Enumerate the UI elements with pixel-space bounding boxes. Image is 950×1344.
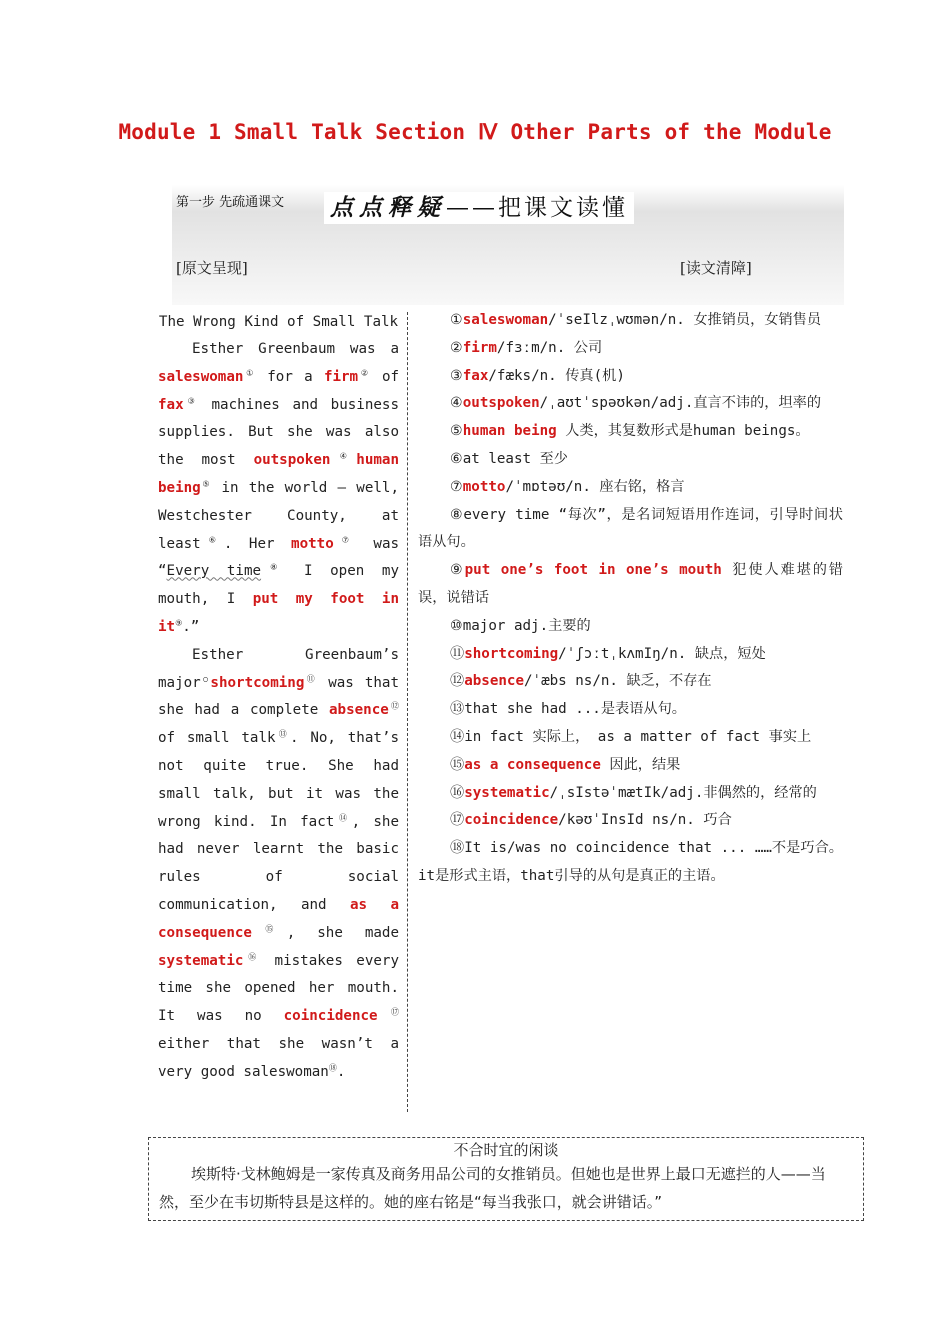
story-paragraph-1 [158, 336, 399, 642]
text-run: ⑱It is/was no coincidence that ... ……不是巧合。it是形式主语，that引导的从句是真正的主语。 [418, 840, 843, 884]
text-run: /ˈseIlzˌwʊmən/n. 女推销员，女销售员 [548, 312, 822, 328]
highlighted-term: fax [462, 367, 489, 384]
text-run: ⑩major adj.主要的 [450, 617, 591, 634]
text-run: mistakes every time she opened her mouth. It was no [158, 952, 400, 1025]
note-marker: ① [243, 368, 257, 378]
text-run: ⑯ [450, 784, 465, 801]
note-marker: ⑨ [175, 618, 183, 628]
text-run: , she had never learnt the basic rules of social communication, and [158, 813, 399, 913]
note-marker: ⑰ [377, 1007, 399, 1017]
text-run: ⑧every time “每次”，是名词短语用作连词，引导时间状语从句。 [418, 506, 843, 551]
note-marker: ⑮ [251, 924, 287, 933]
note-item [418, 696, 843, 724]
highlighted-term: coincidence [283, 1008, 378, 1025]
note-marker: ○ [200, 673, 211, 683]
text-run: /ˌsIstəˈmætIk/adj.非偶然的，经常的 [549, 784, 817, 801]
note-item [418, 502, 843, 558]
text-run: of [370, 368, 400, 385]
text-run: . No, that’s not quite true. She had small talk, but it was the wrong kind. In fact [158, 730, 399, 830]
note-marker: ⑦ [333, 534, 357, 544]
story-paragraph-2 [158, 642, 399, 1087]
text-run: was “ [158, 535, 400, 580]
text-run: . [336, 1063, 346, 1080]
text-run: ① [450, 312, 463, 328]
highlighted-term: human being [462, 423, 557, 440]
text-run: ⑰ [450, 812, 465, 829]
original-text-column [158, 308, 399, 1087]
note-item [418, 390, 843, 418]
highlighted-term: saleswoman [158, 368, 244, 385]
text-run: /ˈæbs ns/n. 缺乏，不存在 [524, 673, 712, 690]
text-run: in the world — well, Westchester County, at least [158, 479, 400, 552]
banner-heading-bold: 点点释疑 [330, 194, 446, 221]
note-item [418, 557, 843, 613]
text-run: /ˈmɒtəʊ/n. 座右铭，格言 [505, 478, 685, 495]
note-marker: ⑧ [261, 562, 287, 572]
note-item [418, 474, 843, 502]
note-marker: ⑥ [200, 534, 224, 544]
text-run: ⑪ [450, 645, 465, 662]
original-text-label: [原文呈现] [176, 259, 248, 277]
text-run: for a [256, 368, 324, 385]
text-run: ⑭in fact 实际上， as a matter of fact 事实上 [450, 728, 812, 745]
highlighted-term: put one’s foot in one’s mouth [464, 562, 722, 579]
highlighted-term: outspoken [462, 395, 540, 412]
highlighted-term: systematic [158, 952, 244, 969]
note-marker: ⑱ [328, 1062, 337, 1072]
text-run: /ˈʃɔːtˌkʌmIŋ/n. 缺点，短处 [558, 645, 766, 662]
text-run: of small talk [158, 730, 276, 747]
highlighted-term: outspoken [253, 452, 331, 469]
highlighted-term: as a consequence [158, 896, 399, 941]
text-run: I open my mouth, I [158, 563, 400, 608]
text-run: . Her [223, 535, 292, 552]
story-body [158, 336, 399, 1087]
text-run: was that she had a complete [158, 674, 399, 719]
highlighted-term: motto [291, 535, 334, 552]
note-item [418, 641, 843, 669]
note-item [418, 335, 843, 363]
note-item [418, 446, 843, 474]
text-run: ⑫ [450, 673, 465, 690]
highlighted-term: shortcoming [210, 674, 305, 691]
highlighted-term: shortcoming [464, 645, 559, 662]
text-run: Every time [166, 563, 262, 580]
banner-heading-rest: ——把课文读懂 [446, 195, 628, 221]
highlighted-term: as a consequence [464, 756, 601, 773]
notes-column [418, 307, 843, 891]
text-run: 因此，结果 [600, 756, 681, 773]
text-run: /fæks/n. 传真(机) [488, 367, 625, 384]
note-marker: ② [358, 368, 371, 378]
notes-label: [读文清障] [680, 259, 752, 277]
highlighted-term: saleswoman [462, 312, 549, 328]
highlighted-term: firm [323, 368, 359, 385]
text-run: ⑮ [450, 756, 465, 773]
note-marker: ⑭ [334, 812, 352, 822]
step-label: 第一步 先疏通课文 [176, 195, 285, 210]
text-run: 犯使人难堪的错误，说错话 [418, 562, 843, 606]
note-item [418, 780, 843, 808]
note-marker: ⑫ [388, 701, 399, 711]
note-marker: ③ [183, 395, 199, 405]
text-run: machines and business supplies. But she was also the most [158, 396, 400, 469]
note-marker: ⑪ [304, 673, 318, 683]
column-divider [407, 312, 408, 1112]
highlighted-term: motto [462, 478, 506, 495]
text-run: ② [450, 339, 463, 356]
note-item [418, 418, 843, 446]
translation-box [148, 1137, 864, 1221]
text-run: ③ [450, 367, 463, 384]
text-run: either that she wasn’t a very good saleswoman [158, 1035, 399, 1080]
text-run: ⑦ [450, 478, 463, 495]
note-item [418, 668, 843, 696]
text-run: 人类，其复数形式是human beings。 [556, 423, 810, 440]
note-item [418, 835, 843, 891]
note-item [418, 307, 843, 335]
text-run: , she made [286, 924, 400, 941]
highlighted-term: human being [158, 452, 400, 496]
translation-title: 不合时宜的闲谈 [453, 1141, 559, 1159]
text-run: Esther Greenbaum’s major [158, 646, 399, 691]
note-item [418, 752, 843, 780]
note-marker: ④ [330, 451, 357, 461]
note-item [418, 363, 843, 391]
highlighted-term: systematic [464, 784, 550, 801]
note-item [418, 807, 843, 835]
text-run: ⑨ [450, 562, 465, 579]
highlighted-term: fax [158, 396, 184, 413]
highlighted-term: firm [462, 339, 497, 356]
text-run: ⑬that she had ...是表语从句。 [450, 701, 686, 718]
highlighted-term: absence [329, 702, 389, 719]
note-marker: ⑯ [243, 951, 262, 961]
text-run: /fɜːm/n. 公司 [496, 339, 603, 356]
highlighted-term: absence [464, 673, 524, 690]
highlighted-term: coincidence [464, 812, 559, 829]
translation-body: 埃斯特·戈林鲍姆是一家传真及商务用品公司的女推销员。但她也是世界上最口无遮拦的人——当然，至少在韦切斯特县是这样的。她的座右铭是“每当我张口，就会讲错话。” [159, 1165, 826, 1211]
text-run: ④ [450, 395, 463, 412]
text-run: ⑤ [450, 423, 463, 440]
text-run: /ˌaʊtˈspəʊkən/adj.直言不讳的，坦率的 [539, 395, 822, 412]
story-title: The Wrong Kind of Small Talk [158, 314, 399, 330]
note-marker: ⑤ [200, 479, 212, 489]
highlighted-term: put my foot in it [158, 591, 399, 635]
note-item [418, 613, 843, 641]
text-run: ⑥at least 至少 [450, 450, 568, 467]
text-run: /kəʊˈInsId ns/n. 巧合 [558, 812, 732, 829]
text-run: .” [182, 618, 200, 635]
page-title: Module 1 Small Talk Section Ⅳ Other Parts of the Module [118, 120, 832, 144]
note-marker: ⑬ [275, 729, 291, 739]
text-run: Esther Greenbaum was a [192, 341, 399, 357]
banner-heading [324, 192, 634, 224]
note-item [418, 724, 843, 752]
